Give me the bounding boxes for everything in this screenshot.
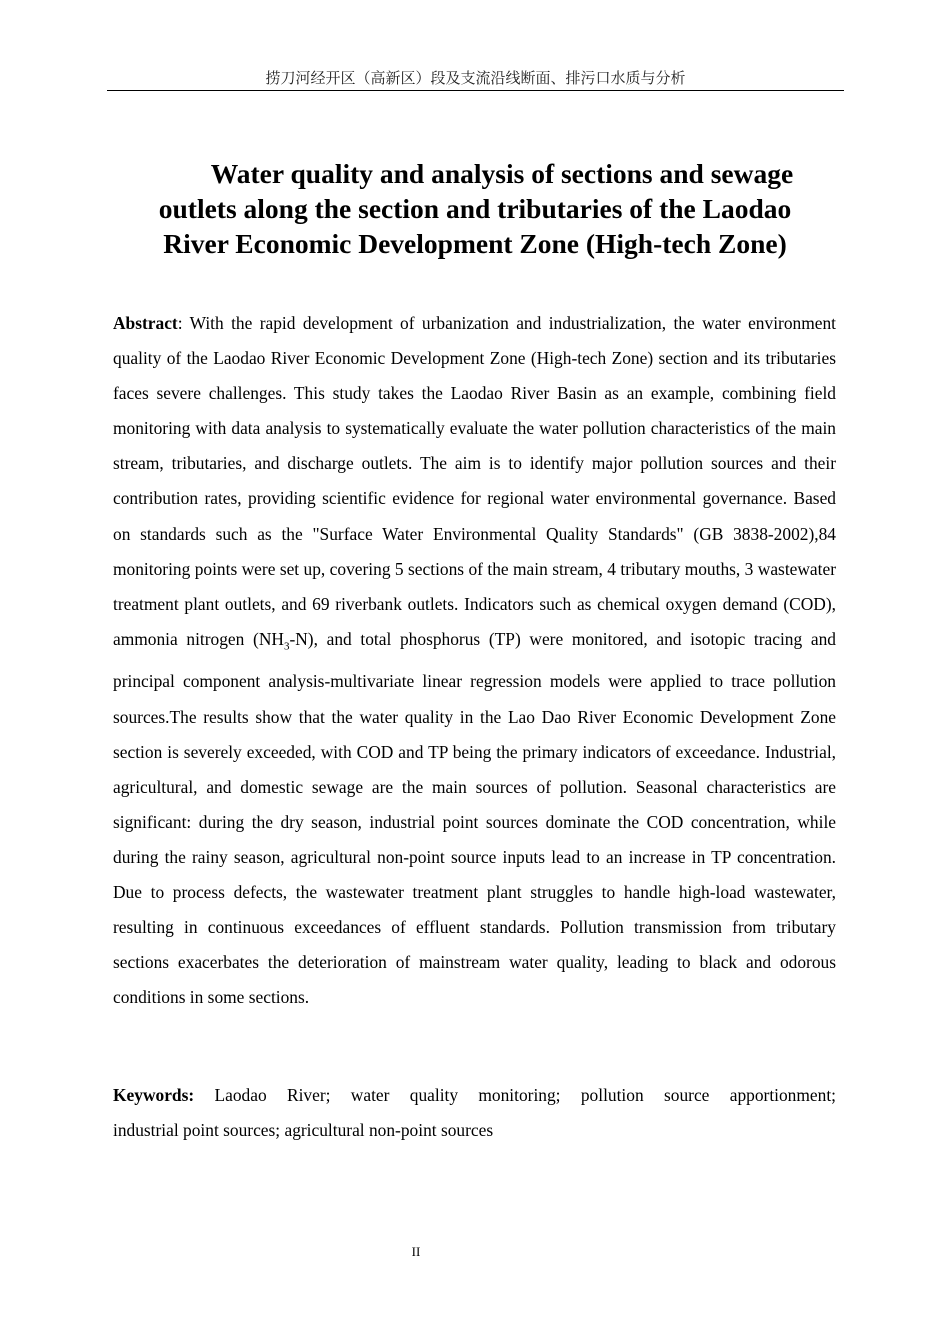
abstract-text-part-2: -N), and total phosphorus (TP) were monitored, and isotopic tracing and principal component analysis-multivariate linear regression models were applied to trace pollution sources.The results show that the water quality in the Lao Dao River Economic Development Zone section is severely exceeded, with COD and TP being the primary indicators of exceedance. Industrial, agricultural, and domestic sewage are the main sources of pollution. Seasonal characteristics are significant: during the dry season, industrial point sources dominate the COD concentration, while during the rainy season, agricultural non-point source inputs lead to an increase in TP concentration. Due to process defects, the wastewater treatment plant struggles to handle high-load wastewater, resulting in continuous exceedances of effluent standards. Pollution transmission from tributary sections exacerbates the deterioration of mainstream water quality, leading to black and odorous conditions in some sections. [113, 628, 836, 1008]
keywords-section [113, 1078, 836, 1148]
abstract-paragraph [113, 306, 836, 1015]
abstract-separator: : [177, 313, 190, 333]
abstract-label: Abstract [113, 313, 178, 333]
paper-title-line-1: Water quality and analysis of sections and sewage [210, 158, 794, 189]
running-header-title: 捞刀河经开区（高新区）段及支流沿线断面、排污口水质与分析 [265, 69, 686, 87]
page-number: II [411, 1244, 421, 1259]
abstract-subscript: 3 [283, 640, 290, 653]
paper-title-line-3: River Economic Development Zone (High-tech Zone) [163, 228, 787, 259]
paper-title-line-2: outlets along the section and tributaries of the Laodao [158, 193, 792, 224]
keywords-label: Keywords: [113, 1085, 195, 1105]
abstract-text-part-1: With the rapid development of urbanization and industrialization, the water environment quality of the Laodao River Economic Development Zone (High-tech Zone) section and its tributaries faces severe challenges. This study takes the Laodao River Basin as an example, combining field monitoring with data analysis to systematically evaluate the water pollution characteristics of the main stream, tributaries, and discharge outlets. The aim is to identify major pollution sources and their contribution rates, providing scientific evidence for regional water environmental governance. Based on standards such as the "Surface Water Environmental Quality Standards" (GB 3838-2002),84 monitoring points were set up, covering 5 sections of the main stream, 4 tributary mouths, 3 wastewater treatment plant outlets, and 69 riverbank outlets. Indicators such as chemical oxygen demand (COD), ammonia nitrogen (NH [113, 313, 836, 649]
keywords-line-2 [113, 1113, 836, 1148]
abstract-section [113, 306, 836, 1015]
keywords-text-line-2: industrial point sources; agricultural non-point sources [113, 1120, 494, 1141]
paper-title [112, 156, 838, 261]
running-header [107, 68, 844, 91]
keywords-text-line-1: Laodao River; water quality monitoring; pollution source apportionment; [214, 1085, 836, 1105]
keywords-line-1 [113, 1078, 836, 1113]
